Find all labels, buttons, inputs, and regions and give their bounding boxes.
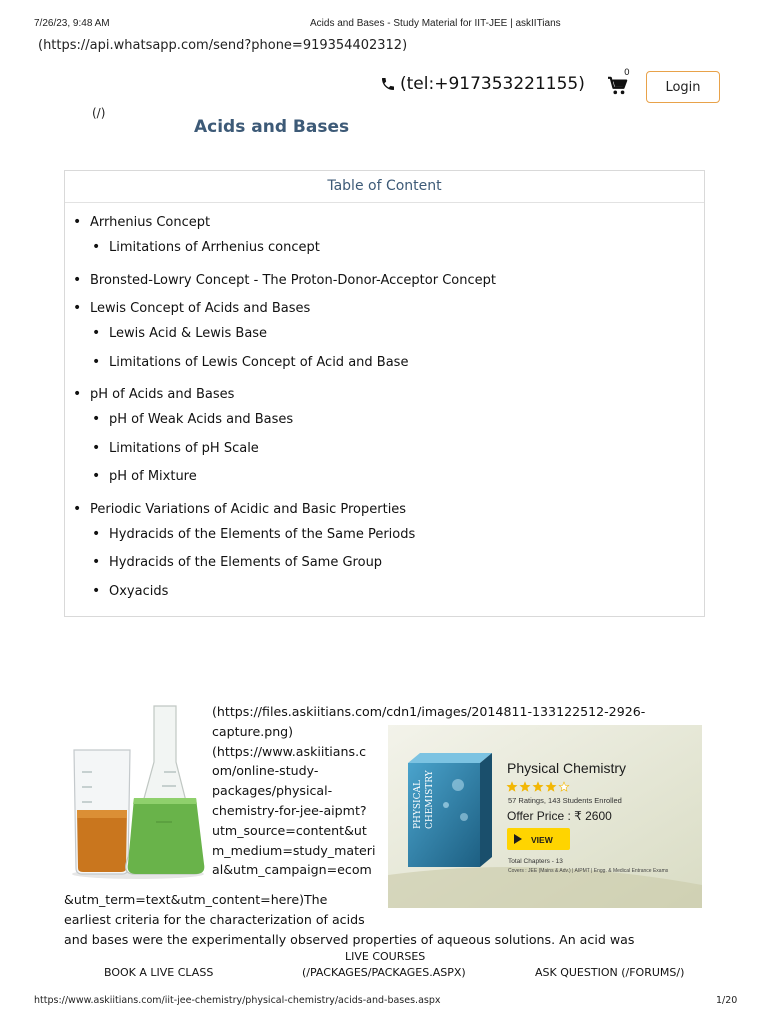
table-of-content [64,170,705,617]
toc-item[interactable]: • Arrhenius Concept [90,215,210,230]
promo-offer-price: Offer Price : ₹ 2600 [507,809,612,823]
cart-icon[interactable] [607,76,629,96]
print-footer-url: https://www.askiitians.com/iit-jee-chemistry/physical-chemistry/acids-and-bases.aspx [34,995,441,1006]
toc-item[interactable]: • Bronsted-Lowry Concept - The Proton-Donor-Acceptor Concept [90,273,496,288]
phone-link[interactable] [380,74,585,94]
toc-item[interactable]: • Hydracids of the Elements of Same Group [109,555,382,570]
link-line: om/online-study- [212,763,319,779]
toc-item[interactable]: • Lewis Concept of Acids and Bases [90,301,310,316]
link-line: capture.png) [212,723,294,739]
toc-item[interactable]: • Lewis Acid & Lewis Base [109,326,267,341]
print-page-number: 1/20 [716,995,738,1006]
print-doc-title: Acids and Bases - Study Material for IIT-JEE | askIITians [310,18,561,29]
physical-chemistry-promo-banner[interactable] [388,725,702,908]
toc-item[interactable]: • pH of Weak Acids and Bases [109,412,293,427]
toc-heading: Table of Content [65,171,704,203]
acid-base-flasks-image [68,702,206,880]
toc-item[interactable]: • Limitations of pH Scale [109,441,259,456]
toc-item[interactable]: • Hydracids of the Elements of the Same Periods [109,527,415,542]
link-line: (https://files.askiitians.com/cdn1/images/2014811-133122512-2926- [212,704,646,719]
phone-link-text: (tel:+917353221155) [400,74,585,94]
book-live-class-link[interactable]: BOOK A LIVE CLASS [104,966,214,979]
paragraph-line: &utm_term=text&utm_content=here)The [64,892,328,907]
link-line: al&utm_campaign=ecom [212,862,372,878]
link-line: packages/physical- [212,783,333,799]
link-line: (https://www.askiitians.c [212,743,366,759]
live-courses-link[interactable]: LIVE COURSES [345,950,426,963]
promo-covers: Covers : JEE (Mains & Adv.) | AIPMT | Engg. & Medical Entrance Exams [508,868,669,874]
toc-item[interactable]: • Oxyacids [109,584,168,599]
toc-item[interactable]: • Periodic Variations of Acidic and Basic Properties [90,502,406,517]
promo-ratings: 57 Ratings, 143 Students Enrolled [508,796,622,805]
login-button[interactable]: Login [646,71,720,103]
print-datetime: 7/26/23, 9:48 AM [34,18,110,29]
promo-chapters: Total Chapters - 13 [508,858,563,865]
toc-item[interactable]: • Limitations of Arrhenius concept [109,240,320,255]
packages-link[interactable]: (/PACKAGES/PACKAGES.ASPX) [302,966,466,979]
box-label: CHEMISTRY [425,770,435,829]
link-line: m_medium=study_materi [212,842,376,858]
box-label: PHYSICAL [413,780,423,829]
phone-icon [380,76,396,92]
article-paragraph [64,890,704,949]
promo-title: Physical Chemistry [507,760,627,776]
whatsapp-link[interactable]: (https://api.whatsapp.com/send?phone=919354402312) [38,38,408,53]
ask-question-link[interactable]: ASK QUESTION (/FORUMS/) [535,966,685,979]
paragraph-line: earliest criteria for the characterization of acids [64,911,365,927]
link-line: utm_source=content&ut [212,822,367,838]
toc-item[interactable]: • Limitations of Lewis Concept of Acid and Base [109,355,408,370]
paragraph-line: and bases were the experimentally observed properties of aqueous solutions. An acid was [64,931,635,947]
cart-count: 0 [624,68,630,78]
home-link[interactable]: (/) [92,106,106,120]
view-button-label: VIEW [531,835,553,845]
link-line: chemistry-for-jee-aipmt? [212,802,367,818]
page-title: Acids and Bases [194,117,350,137]
toc-item[interactable]: • pH of Mixture [109,469,197,484]
toc-item[interactable]: • pH of Acids and Bases [90,387,234,402]
